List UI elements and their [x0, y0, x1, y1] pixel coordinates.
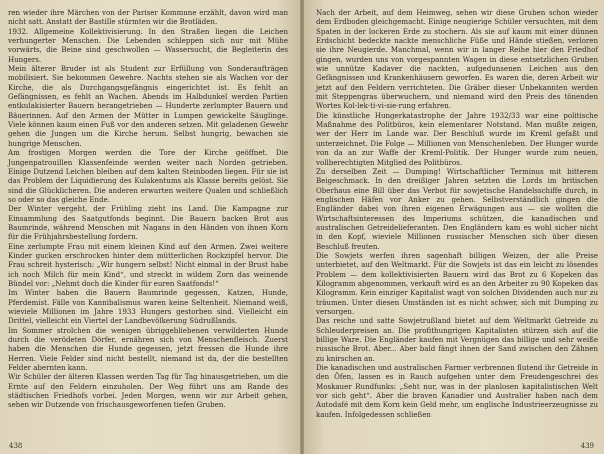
paragraph: Die künstliche Hungerkatastrophe der Jahre 1932/33 war eine politische Maßnahme des Politbüros, kein elementarer Notstand. Man mußte zeigen, wer der Herr im Lande war. Der Beschluß wurde im Kreml gefaßt und unterzeichnet. Die Folge — Millionen von Menschenleben. Der Hunger wurde von da an zur Waffe der Kreml-Politik. Der Hunger wurde zum neuen, vollberechtigten Mitglied des Politbüros.	[316, 110, 598, 167]
right-page	[304, 0, 604, 454]
paragraph: Die kanadischen und australischen Farmer verbrennen flutend ihr Getreide in den Öfen, lassen es in Rauch aufgehen unter dem Freudengeschrei des Moskauer Rundfunks: „Seht nur, was in der planlosen kapitalistischen Welt vor sich geht“. Aber die braven Kanadier und Australier haben nach dem Autodafé mit dem Korn kein Geld mehr, um englische Industrieerzeugnisse zu kaufen. Infolgedessen schließen	[316, 363, 598, 419]
right-page-text	[316, 8, 598, 419]
paragraph: Im Winter haben die Bauern Baumrinde gegessen, Katzen, Hunde, Pferdemist. Fälle von Kannibalismus waren keine Seltenheit. Niemand weiß, wieviele Millionen im Jahre 1933 Hungers gestorben sind. Vielleicht ein Drittel, vielleicht ein Viertel der Landbevölkerung Südrußlands.	[8, 288, 288, 326]
paragraph: Mein älterer Bruder ist als Student zur Erfüllung von Sonderaufträgen mobilisiert. Sie bekommen Gewehre. Nachts stehen sie als Wachen vor der Kirche, die als Durchgangsgefängnis eingerichtet ist. Es fehlt an Gefängnissen, es fehlt an Wachen. Abends im Halbdunkel werden Partien entkulakisierter Bauern herangetrieben — Hunderte zerlumpter Bauern und Bäuerinnen. Auf den Armen der Mütter in Lumpen gewickelte Säuglinge. Viele können kaum einen Fuß vor den anderen setzen. Mit geladenen Gewehr gehen die Jungen um die Kirche herum. Selbst hungrig, bewachen sie hungrige Menschen.	[8, 64, 288, 148]
left-page-text	[8, 8, 288, 410]
paragraph: 1932. Allgemeine Kollektivisierung. In den Straßen liegen die Leichen verhungerter Menschen. Die Lebenden schleppen sich nur mit Mühe vorwärts, die Beine sind geschwollen — Wassersucht, die Begleiterin des Hungers.	[8, 26, 288, 64]
page-number-left: 438	[9, 442, 23, 450]
paragraph: Nach der Arbeit, auf dem Heimweg, sehen wir diese Gruben schon wieder dem Erdboden gleichgemacht. Einige neugierige Schüler versuchten, mit dem Spaten in der lockeren Erde zu stochern. Als sie auf kaum mit einer dünnen Erdschicht bedeckte nackte menschliche Füße und Hände stießen, verloren sie ihre Neugierde. Manchmal, wenn wir in langer Reihe hier den Friedhof gingen, wurden uns von vorgespannten Wagen in diese entsetzlichen Gruben wie unnütze Kadaver die nackten, aufgedunsenen Leichen aus den Gefängnissen und Krankenhäusern geworfen. Es waren die, deren Arbeit wir jetzt auf den Feldern verrichteten. Die Gräber dieser Unbekannten werden mit Steppengras überwuchern, und niemand wird den Preis des tönenden Wortes Kol-lek-ti-vi-sie-rung erfahren.	[316, 8, 598, 111]
paragraph: Am frostigen Morgen werden die Tore der Kirche geöffnet. Die Jungenpatrouillen Klassenfeinde werden weiter nach Norden getrieben. Einige Dutzend Leichen bleiben auf dem kalten Steinboden liegen. Für sie ist das Problem der Liquidierung des Kulakentums als Klasse bereits gelöst. Sie sind die Glücklicheren. Die anderen erwarten weitere Qualen und schließlich so oder so das gleiche Ende.	[8, 148, 288, 204]
left-page	[0, 0, 300, 454]
paragraph: Das reiche und satte Sowjetrußland bietet auf dem Weltmarkt Getreide zu Schleuderpreisen an. Die profithungrigen Kapitalisten stürzen sich auf die billige Ware. Die Engländer kaufen mit Vergnügen das billige und sehr weiße russische Brot. Aber... Aber bald fängt ihnen der Sand zwischen den Zähnen zu knirschen an.	[316, 316, 598, 363]
page-number-right: 439	[580, 442, 594, 450]
paragraph: Im Sommer strolchen die wenigen übriggebliebenen verwilderten Hunde durch die verödeten Dörfer, ernähren sich von Menschenfleisch. Zuerst haben die Menschen die Hunde gegessen, jetzt fressen die Hunde ihre Herren. Viele Felder sind nicht bestellt, niemand ist da, der die bestellten Felder abernten kann.	[8, 325, 288, 373]
paragraph: Wir Schüler der älteren Klassen werden Tag für Tag hinausgetrieben, um die Ernte auf den Feldern einzuholen. Der Weg führt uns am Rande des städtischen Friedhofs vorbei. Jeden Morgen, wenn wir zur Arbeit gehen, sehen wir Dutzende von frischausgeworfenen tiefen Gruben.	[8, 372, 288, 410]
paragraph: Der Winter vergeht, der Frühling zieht ins Land. Die Kampagne zur Einsammlung des Saatgutfonds beginnt. Die Bauern backen Brot aus Baumrinde, während Menschen mit Nagans in den Händen von ihnen Korn für die Frühjahrsbestellung fordern.	[8, 204, 288, 242]
paragraph: Die Sowjets werfen ihren sagenhaft billigen Weizen, der alle Preise unterbietet, auf den Weltmarkt. Für die Sowjets ist das ein leicht zu lösendes Problem — dem kollektivisierten Bauern wird das Brot zu 6 Kopeken das Kilogramm abgenommen, verkauft wird es an den Arbeiter zu 90 Kopeken das Kilogramm. Kein einziger Kapitalist wagt von solchen Dividenden auch nur zu träumen. Unter diesen Umständen ist es nicht schwer, sich mit Dumping zu versorgen.	[316, 250, 598, 316]
paragraph: ren wieder ihre Märchen von der Pariser Kommune erzählt, davon wird man nicht satt. Anstatt der Bastille stürmten wir die Brotläden.	[8, 8, 288, 27]
paragraph: Zu derselben Zeit — Dumping! Wirtschaftlicher Terminus mit bitterem Beigeschmack. In den dreißiger Jahren setzten die Lords im britischen Oberhaus eine Bill über das Verbot für sowjetische Handelsschiffe durch, in englischen Häfen vor Anker zu gehen. Selbstverständlich gingen die Engländer dabei von ihren eigenen Erwägungen aus — sie wollten die Wirtschaftsinteressen des Imperiums schützen, die kanadischen und australischen Getreidelieferanten. Den Engländern kam es wohl sicher nicht in den Kopf, wieviele Millionen russischer Menschen sich über diesen Beschluß freuten.	[316, 166, 598, 251]
paragraph: Eine zerlumpte Frau mit einem kleinen Kind auf den Armen. Zwei weitere Kinder gucken erschrocken hinter dem mütterlichen Rockzipfel hervor. Die Frau schreit hysterisch: „Wir hungern selbst! Nicht einmal in der Brust habe ich noch Milch für mein Kind“, und streckt in wildem Zorn das weinende Bündel vor: „Nehmt doch die Kinder für euren Saatfonds!“	[8, 241, 288, 288]
